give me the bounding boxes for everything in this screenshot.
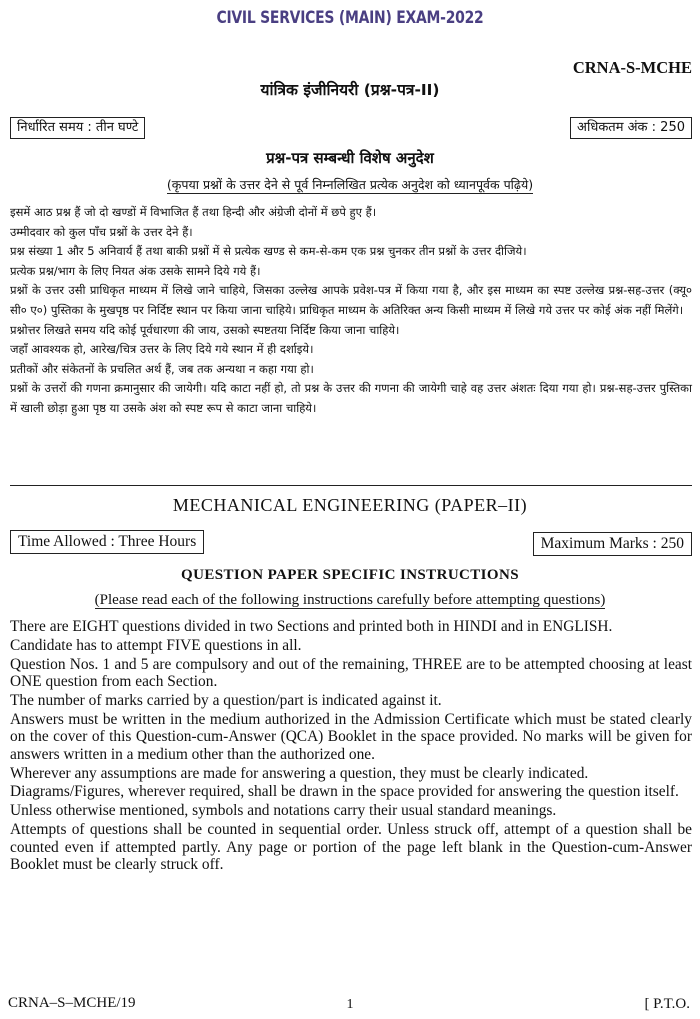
list-item: Candidate has to attempt FIVE questions in all. [10,636,302,654]
english-time-allowed: Time Allowed : Three Hours [10,530,204,554]
pto-marker: [ P.T.O. [644,996,690,1012]
paper-code: CRNA-S-MCHE [572,58,692,77]
page-number: 1 [346,997,354,1012]
english-instructions-subheading: (Please read each of the following instructions carefully before attempting questions) [94,592,606,608]
exam-title: CIVIL SERVICES (MAIN) EXAM-2022 [216,8,484,28]
list-item: प्रतीकों और संकेतनों के प्रचलित अर्थ हैं, जब तक अन्यथा न कहा गया हो। [10,361,314,376]
list-item: Question Nos. 1 and 5 are compulsory and out of the remaining, THREE are to be attempted choosing at least ONE question from each Section. [10,655,692,691]
hindi-time-allowed: निर्धारित समय : तीन घण्टे [10,117,145,139]
list-item: The number of marks carried by a question/part is indicated against it. [10,691,442,709]
list-item: प्रश्नोत्तर लिखते समय यदि कोई पूर्वधारणा की जाय, उसको स्पष्टतया निर्दिष्ट किया जाना चाहिये। [10,322,400,337]
list-item: प्रश्नों के उत्तर उसी प्राधिकृत माध्यम में लिखे जाने चाहिये, जिसका उल्लेख आपके प्रवेश-पत्र में किया गया है, और इस माध्यम का स्पष्ट उल्लेख प्रश्न-सह-उत्तर (क्यू० सी० ए०) पुस्तिका के मुखपृष्ठ पर निर्दिष्ट स्थान पर किया जाना चाहिये। प्राधिकृत माध्यम के अतिरिक्त अन्य किसी माध्यम में लिखे गये उत्तर पर कोई अंक नहीं मिलेंगे। [10,283,692,317]
list-item: प्रत्येक प्रश्न/भाग के लिए नियत अंक उसके सामने दिये गये हैं। [10,263,261,278]
list-item: प्रश्नों के उत्तरों की गणना क्रमानुसार की जायेगी। यदि काटा नहीं हो, तो प्रश्न के उत्तर की गणना की जायेगी चाहे वह उत्तर अंशतः दिया गया हो। प्रश्न-सह-उत्तर पुस्तिका में खाली छोड़ा हुआ पृष्ठ या उसके अंश को स्पष्ट रूप से काटा जाना चाहिये। [10,381,692,415]
hindi-max-marks: अधिकतम अंक : 250 [570,117,692,139]
hindi-instructions-list [10,203,692,419]
hindi-paper-title: यांत्रिक इंजीनियरी (प्रश्न-पत्र-II) [260,81,440,99]
english-max-marks: Maximum Marks : 250 [533,532,692,556]
footer-paper-code: CRNA–S–MCHE/19 [8,995,136,1011]
list-item: Unless otherwise mentioned, symbols and notations carry their usual standard meanings. [10,802,557,820]
list-item: Diagrams/Figures, wherever required, shall be drawn in the space provided for answering the question itself. [10,783,679,801]
list-item: इसमें आठ प्रश्न हैं जो दो खण्डों में विभाजित हैं तथा हिन्दी और अंग्रेजी दोनों में छपे हुए हैं। [10,205,377,219]
list-item: Attempts of questions shall be counted in sequential order. Unless struck off, attempt of a question shall be counted even if attempted partly. Any page or portion of the page left blank in the Question-cum-Answer Booklet must be clearly struck off. [10,821,692,874]
list-item: Wherever any assumptions are made for answering a question, they must be clearly indicated. [10,764,589,782]
list-item: उम्मीदवार को कुल पाँच प्रश्नों के उत्तर देने हैं। [10,224,193,239]
list-item: Answers must be written in the medium authorized in the Admission Certificate which must be stated clearly on the cover of this Question-cum-Answer (QCA) Booklet in the space provided. No marks will be given for answers written in a medium other than the authorized one. [10,710,692,763]
hindi-instructions-heading: प्रश्न-पत्र सम्बन्धी विशेष अनुदेश [266,149,434,167]
list-item: प्रश्न संख्या 1 और 5 अनिवार्य हैं तथा बाकी प्रश्नों में से प्रत्येक खण्ड से कम-से-कम एक प्रश्न चुनकर तीन प्रश्नों के उत्तर दीजिये। [10,244,527,259]
english-instructions-list [10,618,692,875]
section-divider [10,485,692,486]
english-instructions-heading: QUESTION PAPER SPECIFIC INSTRUCTIONS [181,567,519,583]
list-item: There are EIGHT questions divided in two Sections and printed both in HINDI and in ENGLISH. [10,618,613,635]
hindi-instructions-subheading: (कृपया प्रश्नों के उत्तर देने से पूर्व निम्नलिखित प्रत्येक अनुदेश को ध्यानपूर्वक पढ़िये) [166,177,534,192]
english-paper-title: MECHANICAL ENGINEERING (PAPER–II) [172,495,528,515]
list-item: जहाँ आवश्यक हो, आरेख/चित्र उत्तर के लिए दिये गये स्थान में ही दर्शाइये। [10,342,314,357]
